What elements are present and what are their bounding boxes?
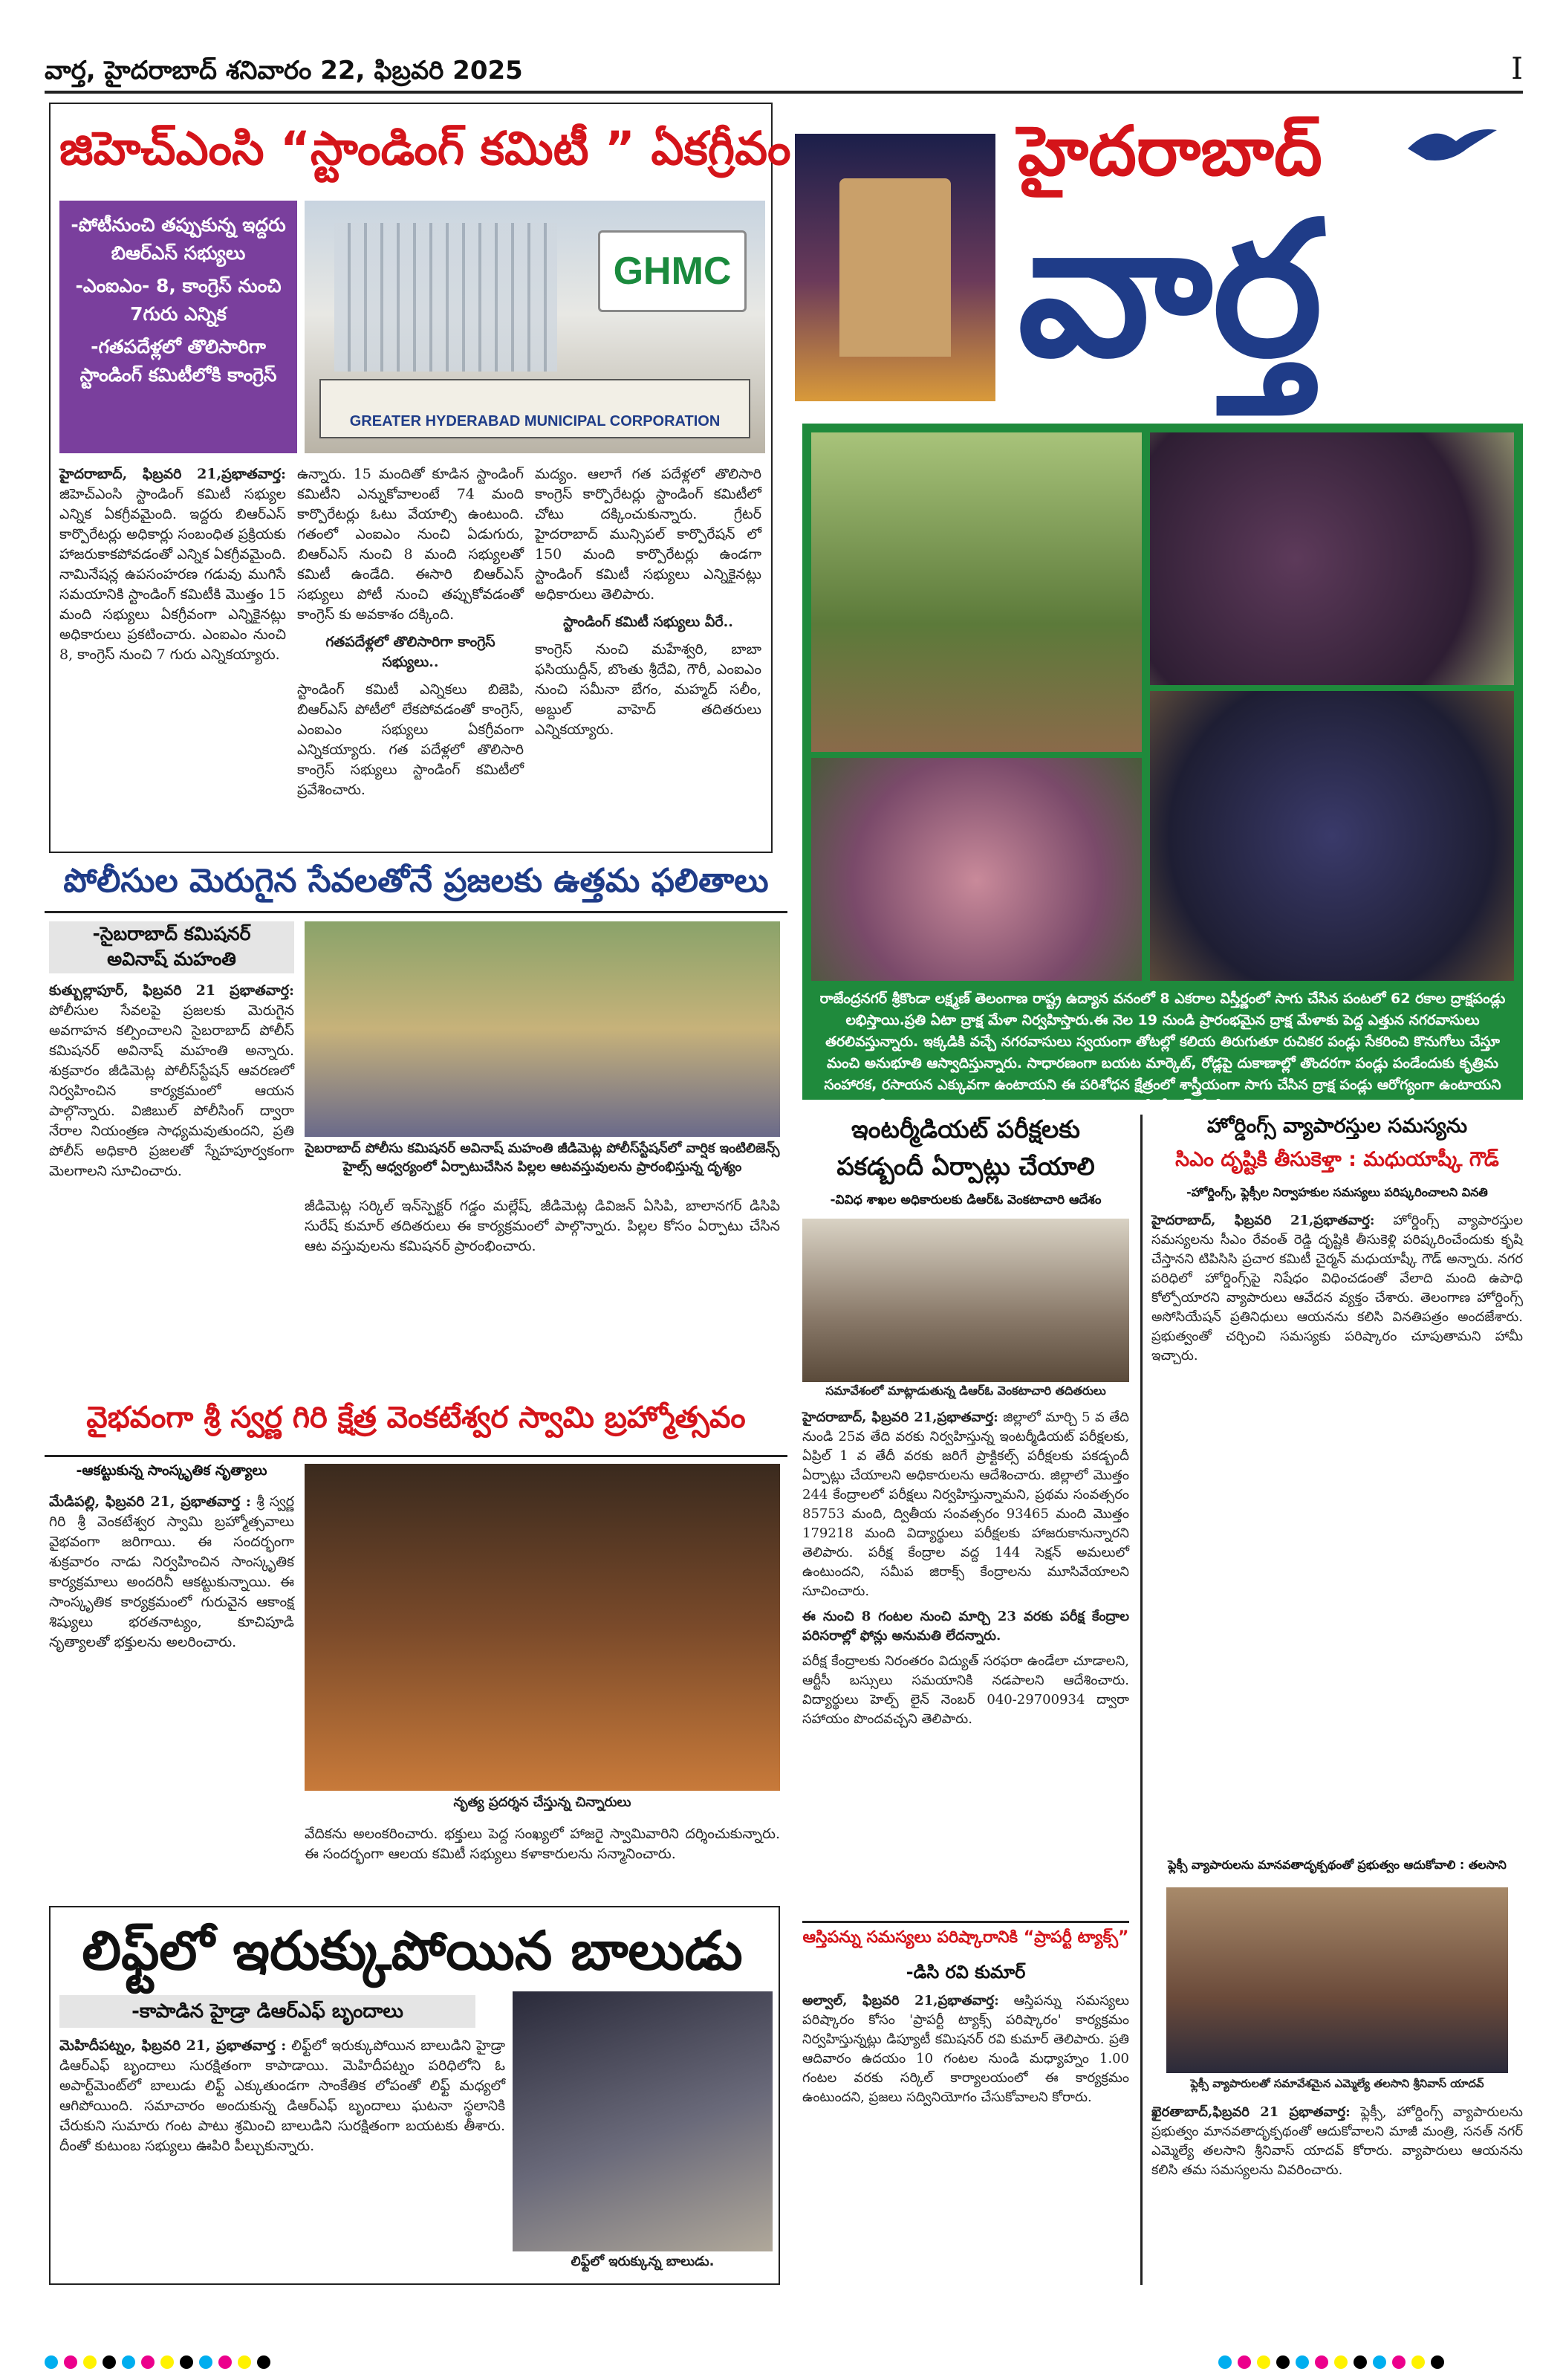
masthead	[795, 104, 1530, 409]
property-tax-body: ఆస్తిపన్ను సమస్యలు పరిష్కారం కోసం 'ప్రాపర్టీ ట్యాక్స్ పరిష్కారం' కార్యక్రమం నిర్వహిస్తున్నట్లు డిప్యూటీ కమిషనర్ రవి కుమార్ తెలిపారు. ప్రతి ఆదివారం ఉదయం 10 గంటల నుండి మధ్యాహ్నం 1.00 గంటల వరకు సర్కిల్ కార్యాలయంలో ఈ కార్యక్రమం ఉంటుందని, ప్రజలు సద్వినియోగం చేసుకోవాలని కోరారు.	[802, 1993, 1129, 2105]
hoardings-body2: ఫ్లెక్సీ, హోర్డింగ్స్ వ్యాపారులను ప్రభుత్వం మానవతాదృక్పథంతో ఆదుకోవాలని మాజీ మంత్రి, సనత్ నగర్ ఎమ్మెల్యే తలసాని శ్రీనివాస్ యాదవ్ కోరారు. వ్యాపారులు ఆయనను కలిసి తమ సమస్యలను వివరించారు.	[1151, 2104, 1523, 2178]
flex-traders-photo	[1166, 1887, 1508, 2073]
page-number: I	[1511, 52, 1523, 86]
police-sub2: అవినాష్ మహంతి	[107, 948, 236, 970]
property-tax-dateline: అల్వాల్, ఫిబ్రవరి 21,ప్రభాతవార్త:	[802, 1993, 999, 2008]
police-dateline: కుత్బుల్లాపూర్, ఫిబ్రవరి 21 ప్రభాతవార్త:	[49, 982, 294, 999]
color-registration-right	[1218, 2355, 1530, 2373]
property-tax-sub: -డిసి రవి కుమార్	[906, 1962, 1026, 1982]
hoardings-sub: -హోర్డింగ్స్, ఫ్లెక్సీల నిర్వాహకుల సమస్యలు పరిష్కరించాలని వినతి	[1186, 1185, 1488, 1199]
police-col1	[49, 981, 294, 1390]
dark-grapes-photo	[1150, 432, 1514, 685]
column-rule	[1140, 1115, 1143, 2285]
police-photo-caption: సైబరాబాద్ పోలీసు కమిషనర్ అవినాష్ మహంతి జీడిమెట్ల పోలీస్‌స్టేషన్‌లో వార్షిక ఇంటిలిజెన్స్ హైల్స్ ఆధ్వర్యంలో ఏర్పాటుచేసిన పిల్లల ఆటవస్తువులను ప్రారంభిస్తున్న దృశ్యం	[305, 1141, 780, 1175]
exams-headline-2: పకడ్బందీ ఏర్పాట్లు చేయాలి	[836, 1152, 1095, 1181]
ghmc-col1	[59, 464, 286, 843]
ghmc-body-col3: మద్యం. ఆలాగే గత పదేళ్లలో తొలిసారి కాంగ్రెస్ కార్పొరేటర్లు స్టాండింగ్ కమిటీలో చోటు దక్కించుకున్నారు. గ్రేటర్ హైదరాబాద్ మున్సిపల్ కార్పొరేషన్ లో 150 మంది కార్పొరేటర్లు ఉండగా స్టాండింగ్ కమిటీ సభ్యులు ఎన్నికైనట్లు అధికారులు తెలిపారు.	[535, 466, 761, 603]
police-rule	[45, 911, 787, 913]
police-body2: జీడిమెట్ల సర్కిల్ ఇన్‌స్పెక్టర్ గడ్డం మల్లేష్, జీడిమెట్ల డివిజన్ ఏసిపి, బాలానగర్ డిసిపి సురేష్ కుమార్ తదితరులు ఈ కార్యక్రమంలో పాల్గొన్నారు. పిల్లల కోసం ఏర్పాటు చేసిన ఆట వస్తువులను కమిషనర్ ప్రారంభించారు.	[305, 1198, 780, 1254]
lift-sub: -కాపాడిన హైడ్రా డిఆర్ఎఫ్ బృందాలు	[59, 1995, 475, 2028]
hoardings-body: హోర్డింగ్స్ వ్యాపారస్తుల సమస్యలను సీఎం రేవంత్ రెడ్డి దృష్టికి తీసుకెళ్లి పరిష్కరించేందుకు కృషి చేస్తానని టిపిసిసి ప్రచార కమిటీ చైర్మన్ మధుయాష్కీ గౌడ్ అన్నారు. నగర పరిధిలో హోర్డింగ్స్‌పై నిషేధం విధించడంతో వేలాది మంది ఉపాధి కోల్పోయారని వ్యాపారులు ఆవేదన వ్యక్తం చేశారు. తెలంగాణ హోర్డింగ్స్ అసోసియేషన్ ప్రతినిధులు ఆయనను కలిసి వినతిపత్రం అందజేశారు. ప్రభుత్వంతో చర్చించి సమస్యకు పరిష్కారం చూపుతామని హామీ ఇచ్చారు.	[1151, 1213, 1523, 1364]
ghmc-bullet: -గతపదేళ్లలో తొలిసారిగా స్టాండింగ్ కమిటీలోకి కాంగ్రెస్	[79, 336, 277, 386]
ghmc-highlights-box	[59, 201, 297, 453]
hoardings-headline-1: హోర్డింగ్స్ వ్యాపారస్తుల సమస్యను	[1206, 1115, 1468, 1138]
ghmc-body-col3b: కాంగ్రెస్ నుంచి మహేశ్వరి, బాబా ఫసియుద్దీన్, బొంతు శ్రీదేవి, గౌరీ, ఎంఐఎం నుంచి సమీనా బేగం, మహ్మద్ సలీం, అబ్దుల్ వాహెద్ తదితరులు ఎన్నికయ్యారు.	[535, 641, 761, 738]
blue-grapes-photo	[1150, 691, 1514, 981]
ghmc-building-photo	[305, 201, 765, 453]
temple-sub: -ఆకట్టుకున్న సాంస్కృతిక నృత్యాలు	[76, 1462, 267, 1479]
temple-headline: వైభవంగా శ్రీ స్వర్ణ గిరి క్షేత్ర వెంకటేశ్వర స్వామి బ్రహ్మోత్సవం	[86, 1401, 746, 1435]
lift-headline: లిఫ్ట్‌లో ఇరుక్కుపోయిన బాలుడు	[82, 1919, 743, 1982]
dove-icon	[1404, 119, 1501, 171]
grape-orchard-photo	[811, 432, 1142, 752]
ghmc-logo-text: GHMC	[613, 250, 732, 293]
lift-caption: లిఫ్ట్‌లో ఇరుక్కున్న బాలుడు.	[571, 2254, 715, 2269]
ghmc-dateline: హైదరాబాద్, ఫిబ్రవరి 21,ప్రభాతవార్త:	[59, 466, 286, 482]
lift-dateline: మెహిదీపట్నం, ఫిబ్రవరి 21, ప్రభాతవార్త :	[59, 2037, 287, 2054]
temple-dateline: మేడిపల్లి, ఫిబ్రవరి 21, ప్రభాతవార్త :	[49, 1494, 251, 1510]
hoardings-headline-2: సిఎం దృష్టికి తీసుకెళ్తా : మధుయాష్కీ గౌడ్	[1175, 1148, 1499, 1171]
dancers-caption: నృత్య ప్రదర్శన చేస్తున్న చిన్నారులు	[453, 1794, 631, 1810]
police-photo	[305, 921, 780, 1137]
property-tax-col	[802, 1991, 1129, 2281]
police-headline: పోలీసుల మెరుగైన సేవలతోనే ప్రజలకు ఉత్తమ ఫలితాలు	[63, 862, 769, 900]
ghmc-body-col2b: స్టాండింగ్ కమిటీ ఎన్నికలు బిజెపి, బిఆర్ఎస్ పోటీలో లేకపోవడంతో కాంగ్రెస్, ఎంఐఎం సభ్యులు ఏకగ్రీవంగా ఎన్నికయ్యారు. గత పదేళ్లలో తొలిసారి కాంగ్రెస్ సభ్యులు స్టాండింగ్ కమిటీలో ప్రవేశించారు.	[297, 681, 524, 798]
masthead-city: హైదరాబాద్	[1018, 111, 1322, 191]
grapes-feature	[802, 424, 1523, 1115]
exams-sub: -వివిధ శాఖల అధికారులకు డిఆర్ఓ వెంకటాచారి ఆదేశం	[830, 1193, 1102, 1207]
temple-body2: వేదికను అలంకరించారు. భక్తులు పెద్ద సంఖ్యలో హాజరై స్వామివారిని దర్శించుకున్నారు. ఈ సందర్భంగా ఆలయ కమిటీ సభ్యులు కళాకారులను సన్మానించారు.	[305, 1826, 780, 1862]
grapes-caption: రాజేంద్రనగర్ శ్రీకొండా లక్ష్మణ్ తెలంగాణ రాష్ట్ర ఉద్యాన వనంలో 8 ఎకరాల విస్తీర్ణంలో సాగు చేసిన పంటలో 62 రకాల ద్రాక్షపండ్లు లభిస్తాయి.ప్రతి ఏటా ద్రాక్ష మేళా నిర్వహిస్తారు.ఈ నెల 19 నుండి ప్రారంభమైన ద్రాక్ష మేళాకు పెద్ద ఎత్తున నగరవాసులు తరలివస్తున్నారు. ఇక్కడికి వచ్చే నగరవాసులు స్వయంగా తోటల్లో కలియ తిరుగుతూ రుచికర పండ్లు సేకరించి కొనుగోలు చేస్తూ మంచి అనుభూతి ఆస్వాదిస్తున్నారు. సాధారణంగా బయట మార్కెట్, రోడ్లపై దుకాణాల్లో తొందరగా పండ్లు పండేందుకు కృత్రిమ సంహారక, రసాయన ఎక్కువగా ఉంటాయని ఈ పరిశోధన క్షేత్రంలో శాస్త్రీయంగా సాగు చేసిన ద్రాక్ష పండ్లు ఆరోగ్యంగా ఉంటాయని కొనుగోలు దారులు చెప్పుతున్నారు. ఏటా పంట కాపుకొచ్చే సీజన్‌లో వేలం పాట నిర్వహించడం ఆనవాయితీగా వస్తుంది	[819, 990, 1506, 1115]
ghmc-body-col2: ఉన్నారు. 15 మందితో కూడిన స్టాండింగ్ కమిటీని ఎన్నుకోవాలంటే 74 మంది కార్పొరేటర్లు ఓటు వేయాల్సి ఉంటుంది. గతంలో ఎంఐఎం నుంచి ఏడుగురు, బిఆర్ఎస్ నుంచి 8 మంది సభ్యులతో కమిటీ ఉండేది. ఈసారి బిఆర్ఎస్ సభ్యులు పోటీ నుంచి తప్పుకోవడంతో కాంగ్రెస్ కు అవకాశం దక్కింది.	[297, 466, 524, 623]
exams-body: జిల్లాలో మార్చి 5 వ తేది నుండి 25వ తేది వరకు నిర్వహిస్తున్న ఇంటర్మీడియట్ పరీక్షలకు, ఏప్రిల్ 1 వ తేదీ వరకు జరిగే ప్రాక్టికల్స్ పరీక్షలకు పకడ్బందీ ఏర్పాట్లు చేయాలని అధికారులను ఆదేశించారు. జిల్లాలో మొత్తం 244 కేంద్రాలలో పరీక్షలు నిర్వహిస్తున్నామని, ప్రథమ సంవత్సరం 85753 మంది, ద్వితీయ సంవత్సరం 93465 మంది మొత్తం 179218 మంది విద్యార్థులు పరీక్షలకు హాజరుకానున్నారని తెలిపారు. పరీక్ష కేంద్రాల వద్ద 144 సెక్షన్ అమలులో ఉంటుందని, సమీప జిరాక్స్ కేంద్రాలను మూసివేయాలని సూచించారు.	[802, 1410, 1129, 1599]
lift-rescue-photo	[513, 1991, 773, 2251]
temple-rule	[45, 1455, 787, 1457]
hoardings-sub2: ఫ్లెక్సీ వ్యాపారులను మానవతాదృక్పథంతో ప్రభుత్వం ఆదుకోవాలి : తలసాని	[1168, 1858, 1507, 1872]
ghmc-body-col1: జిహెచ్‌ఎంసి స్టాండింగ్ కమిటీ సభ్యుల ఎన్నిక ఏకగ్రీవమైంది. ఇద్దరు బిఆర్ఎస్ కార్పొరేటర్లు అధికార్లు సంబంధిత ప్రక్రియకు హాజరుకాకపోవడంతో ఎన్నిక ఏకగ్రీవమైంది. నామినేషన్ల ఉపసంహరణ గడువు ముగిసే సమయానికి స్టాండింగ్ కమిటీకి మొత్తం 15 మంది సభ్యులు ఏకగ్రీవంగా ఎన్నికైనట్లు అధికారులు ప్రకటించారు. ఎంఐఎం నుంచి 8, కాంగ్రెస్ నుంచి 7 గురు ఎన్నికయ్యారు.	[59, 486, 286, 663]
building-sign-text: GREATER HYDERABAD MUNICIPAL CORPORATION	[349, 413, 721, 429]
exams-meeting-photo	[802, 1219, 1129, 1382]
page-header	[45, 52, 1523, 89]
hoardings-dateline2: ఖైరతాబాద్,ఫిబ్రవరి 21 ప్రభాతవార్త:	[1151, 2104, 1351, 2120]
temple-body: శ్రీ స్వర్ణ గిరి శ్రీ వెంకటేశ్వర స్వామి బ్రహ్మోత్సవాలు వైభవంగా జరిగాయి. ఈ సందర్భంగా శుక్రవారం నాడు నిర్వహించిన సాంస్కృతిక కార్యక్రమాలు అందరినీ ఆకట్టుకున్నాయి. ఈ సాంస్కృతిక కార్యక్రమంలో గురువైన ఆకాంక్ష శిష్యులు భరతనాట్యం, కూచిపూడి నృత్యాలతో భక్తులను అలరించారు.	[49, 1494, 294, 1650]
ghmc-headline: జిహెచ్‌ఎంసి “స్టాండింగ్ కమిటీ ” ఏకగ్రీవం	[59, 121, 791, 175]
ghmc-logo	[598, 230, 747, 312]
ghmc-col3-subhead: స్టాండింగ్ కమిటీ సభ్యులు వీరే..	[563, 614, 733, 630]
ghmc-col3	[535, 464, 761, 843]
flex-traders-caption: ఫ్లెక్సీ వ్యాపారులతో సమావేశమైన ఎమ్మెల్యే తలసాని శ్రీనివాస్ యాదవ్	[1190, 2077, 1484, 2090]
police-body: పోలీసుల సేవలపై ప్రజలకు మెరుగైన అవగాహన కల్పించాలని సైబరాబాద్ పోలీస్ కమిషనర్ అవినాష్ మహంతి అన్నారు. శుక్రవారం జీడిమెట్ల పోలీస్‌స్టేషన్ ఆవరణలో నిర్వహించిన కార్యక్రమంలో ఆయన పాల్గొన్నారు. విజిబుల్ పోలీసింగ్ ద్వారా నేరాల నియంత్రణ సాధ్యమవుతుందని, ప్రతి పోలీస్ అధికారి ప్రజలతో స్నేహపూర్వకంగా మెలగాలని సూచించారు.	[49, 1002, 294, 1179]
header-rule	[45, 91, 1523, 94]
masthead-title: వార్త	[1018, 181, 1323, 398]
building-facade	[334, 223, 557, 372]
dancers-photo	[305, 1464, 780, 1791]
red-grapes-photo	[811, 758, 1142, 981]
paper-dateline: వార్త, హైదరాబాద్ శనివారం 22, ఫిబ్రవరి 2025	[45, 56, 523, 85]
exams-sub2: ఈ నుంచి 8 గంటల నుంచి మార్చి 23 వరకు పరీక్ష కేంద్రాల పరిసరాల్లో ఫోన్లు అనుమతి లేదన్నారు.	[802, 1609, 1129, 1644]
ghmc-col2	[297, 464, 524, 843]
hoardings-dateline: హైదరాబాద్, ఫిబ్రవరి 21,ప్రభాతవార్త:	[1151, 1213, 1375, 1228]
exams-headline-1: ఇంటర్మీడియట్ పరీక్షలకు	[851, 1115, 1080, 1144]
ghmc-bullet: -ఎంఐఎం- 8, కాంగ్రెస్ నుంచి 7గురు ఎన్నిక	[75, 275, 282, 325]
hoardings-col2	[1151, 2103, 1523, 2285]
lift-col	[59, 2036, 505, 2274]
exams-col	[802, 1408, 1129, 1913]
police-sub1: -సైబరాబాద్ కమిషనర్	[92, 923, 251, 944]
building-sign	[319, 379, 750, 438]
property-tax-rule	[802, 1921, 1129, 1923]
exams-body2: పరీక్ష కేంద్రాలకు నిరంతరం విద్యుత్ సరఫరా ఉండేలా చూడాలని, ఆర్టీసీ బస్సులు సమయానికి నడపాలని ఆదేశించారు. విద్యార్థులు హెల్ప్ లైన్ నెంబర్ 040-29700934 ద్వారా సహాయం పొందవచ్చని తెలిపారు.	[802, 1653, 1129, 1727]
charminar-photo	[795, 134, 995, 401]
lift-body: లిఫ్ట్‌లో ఇరుక్కుపోయిన బాలుడిని హైడ్రా డిఆర్ఎఫ్ బృందాలు సురక్షితంగా కాపాడాయి. మెహిదీపట్నం పరిధిలోని ఓ అపార్ట్‌మెంట్‌లో బాలుడు లిఫ్ట్ ఎక్కుతుండగా సాంకేతిక లోపంతో లిఫ్ట్ మధ్యలో ఆగిపోయింది. సమాచారం అందుకున్న డిఆర్ఎఫ్ బృందాలు ఘటనా స్థలానికి చేరుకుని సుమారు గంట పాటు శ్రమించి బాలుడిని సురక్షితంగా బయటకు తీశారు. దీంతో కుటుంబ సభ్యులు ఊపిరి పీల్చుకున్నారు.	[59, 2037, 505, 2154]
charminar-shape	[839, 178, 951, 357]
color-registration-left	[45, 2355, 357, 2373]
ghmc-bullet: -పోటీనుంచి తప్పుకున్న ఇద్దరు బిఆర్ఎస్ సభ్యులు	[71, 214, 286, 264]
temple-col1	[49, 1492, 294, 1886]
exams-dateline: హైదరాబాద్, ఫిబ్రవరి 21,ప్రభాతవార్త:	[802, 1410, 998, 1425]
property-tax-headline: ఆస్తిపన్ను సమస్యలు పరిష్కారానికి “ప్రాపర్టీ ట్యాక్స్”	[802, 1928, 1129, 1947]
ghmc-col2-subhead: గతపదేళ్లలో తొలిసారిగా కాంగ్రెస్ సభ్యులు..	[325, 634, 495, 670]
exams-caption: సమావేశంలో మాట్లాడుతున్న డిఆర్ఓ వెంకటాచారి తదితరులు	[825, 1384, 1106, 1398]
police-subhead-box	[49, 921, 294, 973]
